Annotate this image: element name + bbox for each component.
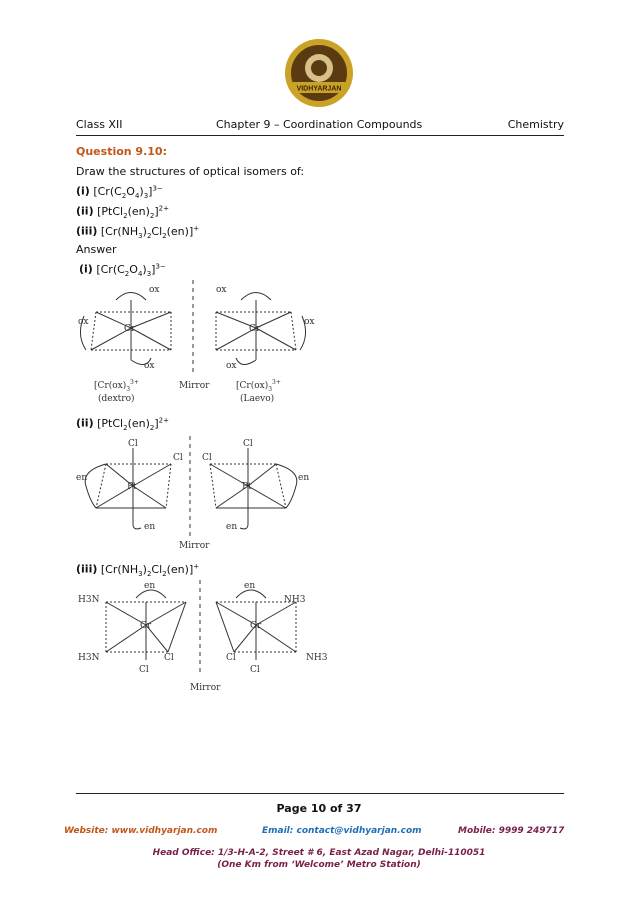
- fig1-metal-right: Cr: [249, 324, 261, 334]
- footer-divider: [76, 793, 564, 794]
- fig1-mirror: Mirror: [179, 381, 210, 391]
- fig3-h3n-top-left: H3N: [78, 595, 100, 605]
- figure-cr-ox-isomers: [76, 280, 326, 405]
- fig3-cl-bottom-left: Cl: [139, 665, 149, 675]
- fig2-metal-right: Pt: [242, 482, 252, 492]
- fig1-laevo: (Laevo): [240, 394, 275, 404]
- figure-pt-en-isomers: [76, 436, 316, 556]
- fig1-ox-right: ox: [304, 317, 315, 327]
- header-subject: Chemistry: [507, 118, 564, 131]
- fig3-en-left: en: [144, 581, 156, 591]
- fig1-dextro: (dextro): [98, 394, 135, 404]
- answer-part-2: (ii) $[PtCl_2(en)_2]^{2+}$: [76, 416, 169, 432]
- fig1-caption-right: [$Cr(ox)_3^{3+}$: [236, 379, 281, 393]
- logo-text: VIDHYARJAN: [296, 85, 342, 93]
- fig3-nh3-top-right: NH3: [284, 595, 306, 605]
- question-title: Question 9.10:: [76, 145, 167, 158]
- fig2-mirror: Mirror: [179, 541, 210, 551]
- fig2-cl-top-left: Cl: [128, 439, 138, 449]
- fig3-mirror: Mirror: [190, 683, 221, 693]
- page-number: Page 10 of 37: [276, 802, 362, 815]
- page-header: [76, 118, 564, 134]
- header-chapter: Chapter 9 – Coordination Compounds: [216, 118, 423, 131]
- answer-part-1: (i) $[Cr(C_2O_4)_3]^{3-}$: [79, 262, 166, 278]
- footer-office-line1: Head Office: 1/3-H-A-2, Street # 6, East Azad Nagar, Delhi-110051: [152, 848, 486, 858]
- fig2-en-left: en: [76, 473, 88, 483]
- fig1-ox-bottom-left: ox: [144, 361, 155, 371]
- footer-mobile: Mobile: 9999 249717: [458, 826, 565, 836]
- fig2-cl-top-right: Cl: [243, 439, 253, 449]
- fig3-metal-right: Cr: [250, 621, 262, 631]
- fig3-cl-right-left: Cl: [164, 653, 174, 663]
- header-divider: [76, 135, 564, 136]
- fig3-metal-left: Cr: [140, 621, 152, 631]
- question-item-1: (i) $[Cr(C_2O_4)_3]^{3-}$: [76, 184, 163, 200]
- header-class: Class XII: [76, 118, 123, 131]
- fig3-cl-left-right: Cl: [226, 653, 236, 663]
- fig3-h3n-bottom-left: H3N: [78, 653, 100, 663]
- fig2-en-bottom-left: en: [144, 522, 156, 532]
- fig1-caption-left: [$Cr(ox)_3^{3+}$: [94, 379, 139, 393]
- answer-part-3: (iii) $[Cr(NH_3)_2Cl_2(en)]^+$: [76, 562, 200, 578]
- fig2-cl-left-right: Cl: [202, 453, 212, 463]
- fig3-nh3-bottom-right: NH3: [306, 653, 328, 663]
- fig1-ox-left: ox: [78, 317, 89, 327]
- answer-label: Answer: [76, 243, 117, 256]
- question-item-2: (ii) $[PtCl_2(en)_2]^{2+}$: [76, 204, 169, 220]
- fig2-en-bottom-right: en: [226, 522, 238, 532]
- fig1-ox-top-right: ox: [216, 285, 227, 295]
- fig1-ox-top-left: ox: [149, 285, 160, 295]
- footer-office-line2: (One Km from ‘Welcome’ Metro Station): [217, 860, 421, 870]
- fig3-cl-bottom-right: Cl: [250, 665, 260, 675]
- fig2-cl-right-left: Cl: [173, 453, 183, 463]
- fig2-en-right: en: [298, 473, 310, 483]
- figure-cr-nh3-cl-en-isomers: [76, 580, 336, 695]
- fig3-en-right: en: [244, 581, 256, 591]
- question-item-3: (iii) $[Cr(NH_3)_2Cl_2(en)]^+$: [76, 224, 200, 240]
- vidhyarjan-logo: [282, 36, 356, 110]
- question-prompt: Draw the structures of optical isomers of:: [76, 165, 305, 178]
- fig2-metal-left: Pt: [127, 482, 137, 492]
- footer-website[interactable]: Website: www.vidhyarjan.com: [64, 826, 218, 836]
- fig1-metal-left: Cr: [124, 324, 136, 334]
- footer-email[interactable]: Email: contact@vidhyarjan.com: [262, 826, 422, 836]
- fig1-ox-bottom-right: ox: [226, 361, 237, 371]
